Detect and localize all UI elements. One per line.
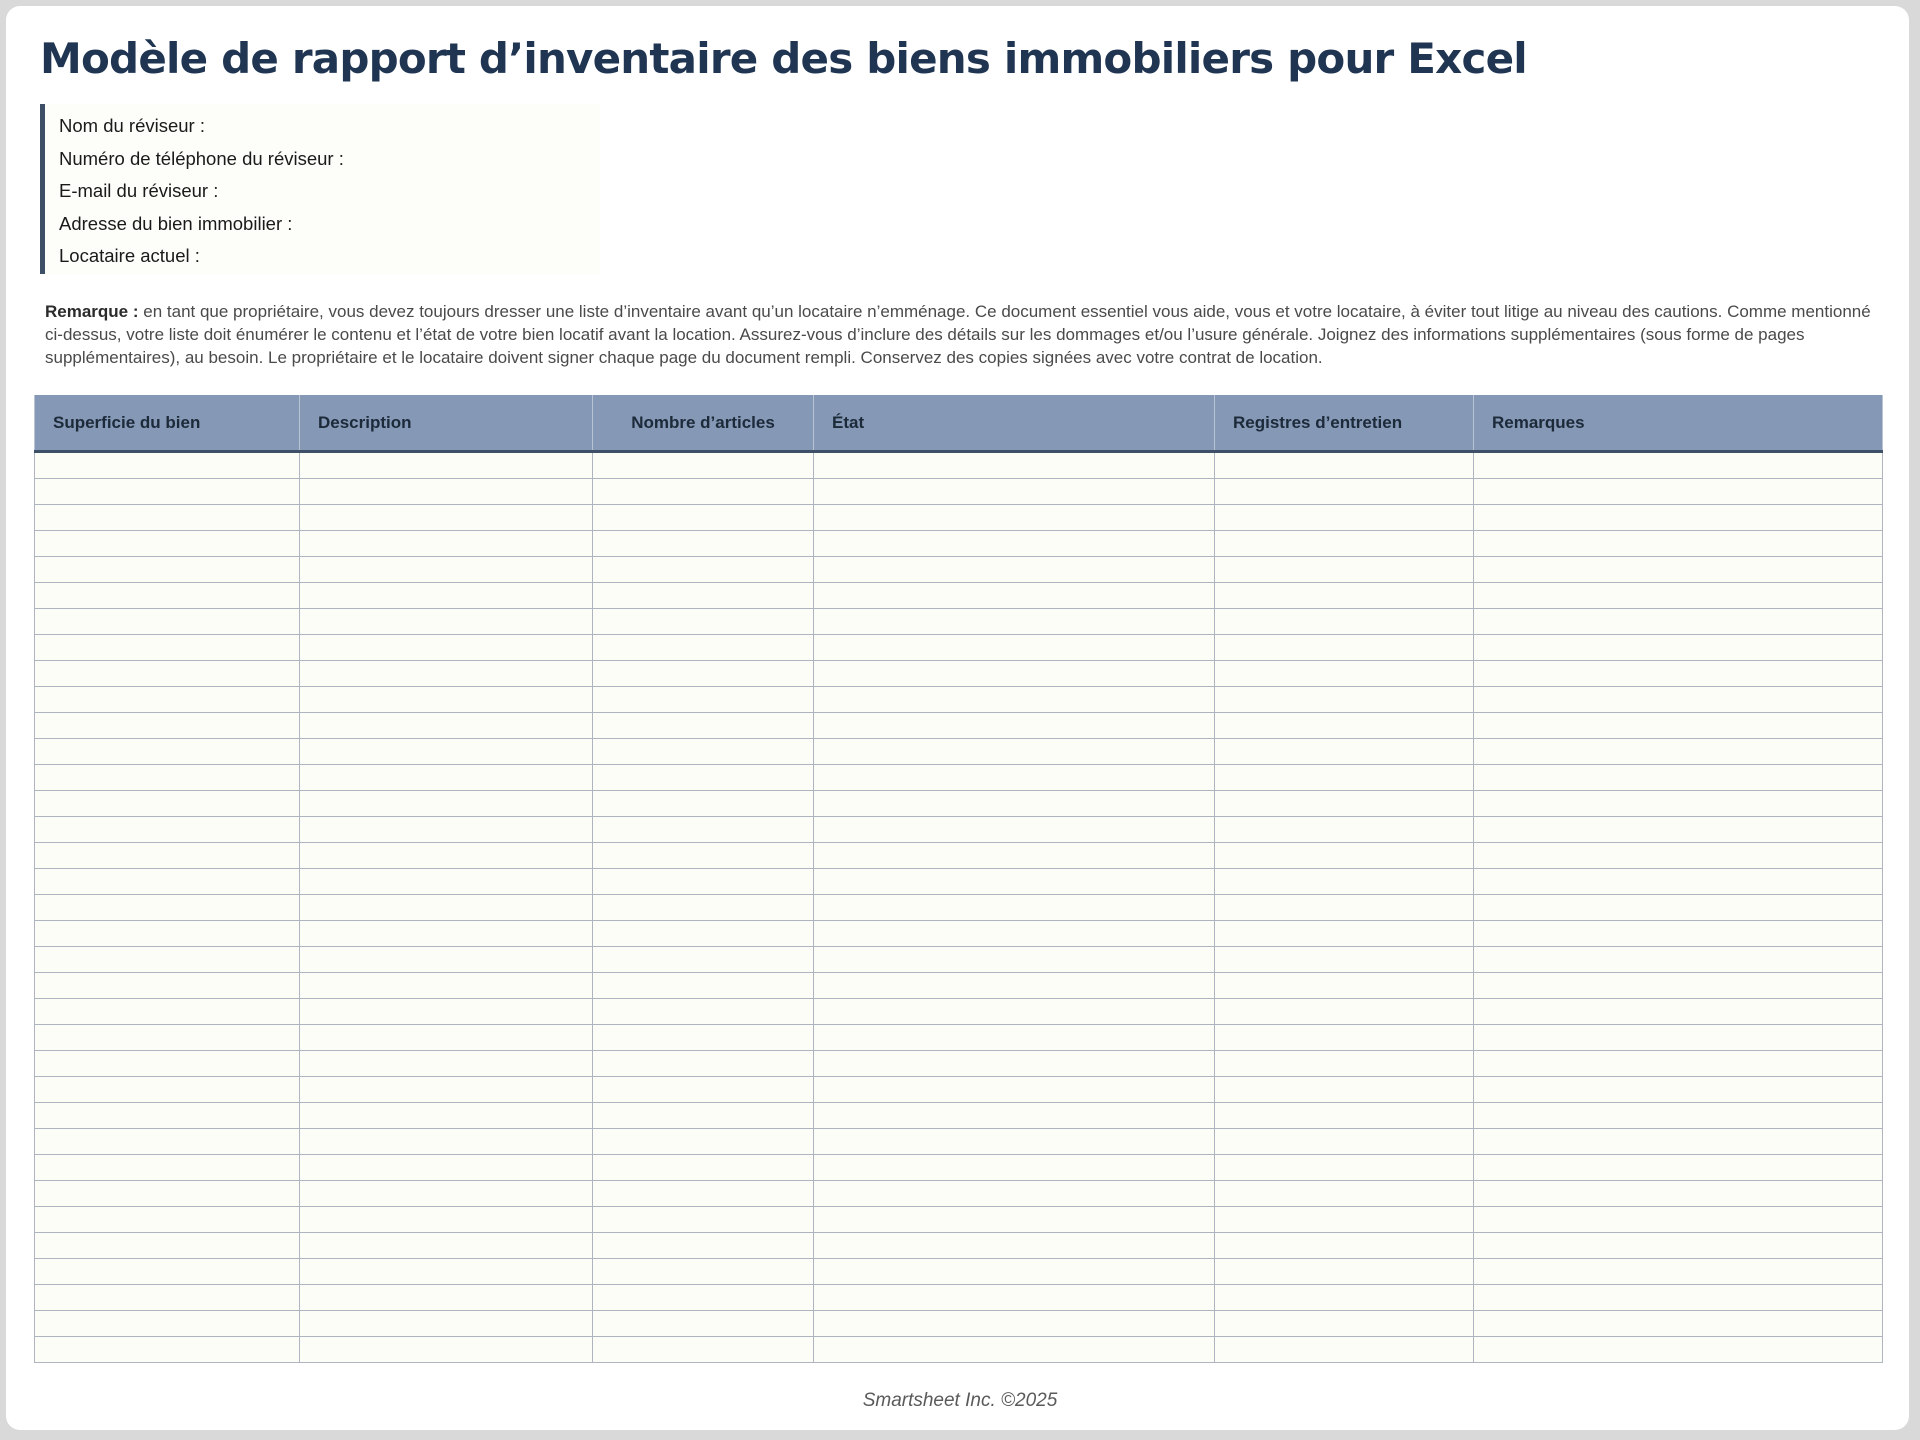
table-cell[interactable] (35, 531, 300, 557)
table-cell[interactable] (300, 687, 593, 713)
table-cell[interactable] (35, 1311, 300, 1337)
table-cell[interactable] (1474, 635, 1883, 661)
table-cell[interactable] (1215, 947, 1474, 973)
table-cell[interactable] (300, 973, 593, 999)
table-cell[interactable] (1215, 843, 1474, 869)
table-cell[interactable] (35, 765, 300, 791)
table-cell[interactable] (593, 739, 814, 765)
table-cell[interactable] (1215, 921, 1474, 947)
table-cell[interactable] (593, 1025, 814, 1051)
table-cell[interactable] (593, 1155, 814, 1181)
table-row (35, 1155, 1883, 1181)
table-cell[interactable] (300, 1155, 593, 1181)
reviewer-phone-field[interactable]: Numéro de téléphone du réviseur : (59, 147, 344, 169)
table-cell[interactable] (1474, 1155, 1883, 1181)
table-cell[interactable] (593, 947, 814, 973)
table-cell[interactable] (300, 817, 593, 843)
table-cell[interactable] (1215, 1233, 1474, 1259)
table-cell[interactable] (1474, 1103, 1883, 1129)
table-cell[interactable] (593, 635, 814, 661)
table-row (35, 817, 1883, 843)
table-cell[interactable] (1474, 869, 1883, 895)
table-cell[interactable] (814, 1155, 1215, 1181)
table-cell[interactable] (1474, 1337, 1883, 1363)
table-cell[interactable] (1474, 999, 1883, 1025)
table-row (35, 765, 1883, 791)
column-header-remarques[interactable]: Remarques (1474, 395, 1883, 452)
table-row (35, 1025, 1883, 1051)
table-cell[interactable] (300, 999, 593, 1025)
column-header-description[interactable]: Description (300, 395, 593, 452)
table-cell[interactable] (300, 479, 593, 505)
table-cell[interactable] (814, 1259, 1215, 1285)
inventory-table-body (35, 452, 1883, 1363)
table-row (35, 531, 1883, 557)
table-cell[interactable] (35, 1077, 300, 1103)
table-cell[interactable] (814, 1311, 1215, 1337)
table-row (35, 895, 1883, 921)
table-cell[interactable] (814, 1103, 1215, 1129)
table-row (35, 1129, 1883, 1155)
table-row (35, 1103, 1883, 1129)
table-row (35, 1051, 1883, 1077)
table-cell[interactable] (1474, 739, 1883, 765)
table-cell[interactable] (1474, 583, 1883, 609)
table-cell[interactable] (35, 895, 300, 921)
table-cell[interactable] (35, 452, 300, 479)
table-cell[interactable] (300, 1025, 593, 1051)
table-cell[interactable] (1215, 505, 1474, 531)
column-header-registres[interactable]: Registres d’entretien (1215, 395, 1474, 452)
table-cell[interactable] (1215, 1103, 1474, 1129)
table-cell[interactable] (35, 609, 300, 635)
table-cell[interactable] (1215, 999, 1474, 1025)
table-cell[interactable] (35, 1181, 300, 1207)
table-cell[interactable] (593, 1077, 814, 1103)
table-cell[interactable] (814, 635, 1215, 661)
note-label: Remarque : (45, 302, 139, 321)
table-cell[interactable] (300, 947, 593, 973)
table-cell[interactable] (1474, 1025, 1883, 1051)
table-cell[interactable] (1474, 765, 1883, 791)
table-cell[interactable] (300, 1077, 593, 1103)
table-cell[interactable] (35, 635, 300, 661)
table-row (35, 791, 1883, 817)
table-cell[interactable] (1474, 1233, 1883, 1259)
table-cell[interactable] (35, 505, 300, 531)
table-cell[interactable] (814, 452, 1215, 479)
table-cell[interactable] (593, 452, 814, 479)
table-cell[interactable] (35, 1051, 300, 1077)
table-cell[interactable] (814, 1285, 1215, 1311)
table-cell[interactable] (35, 713, 300, 739)
table-cell[interactable] (300, 921, 593, 947)
column-header-etat[interactable]: État (814, 395, 1215, 452)
table-cell[interactable] (814, 999, 1215, 1025)
table-row (35, 1077, 1883, 1103)
table-cell[interactable] (1474, 479, 1883, 505)
table-cell[interactable] (300, 452, 593, 479)
table-cell[interactable] (1474, 452, 1883, 479)
table-cell[interactable] (1215, 973, 1474, 999)
table-cell[interactable] (814, 765, 1215, 791)
table-cell[interactable] (593, 869, 814, 895)
table-row (35, 1285, 1883, 1311)
current-tenant-field[interactable]: Locataire actuel : (59, 245, 200, 266)
table-row (35, 635, 1883, 661)
page-title: Modèle de rapport d’inventaire des biens immobiliers pour Excel (40, 34, 1527, 83)
table-row (35, 1181, 1883, 1207)
table-cell[interactable] (1215, 452, 1474, 479)
table-cell[interactable] (300, 739, 593, 765)
table-cell[interactable] (1474, 713, 1883, 739)
table-cell[interactable] (593, 1337, 814, 1363)
table-cell[interactable] (35, 739, 300, 765)
table-cell[interactable] (1215, 765, 1474, 791)
table-cell[interactable] (1215, 791, 1474, 817)
table-cell[interactable] (1474, 1077, 1883, 1103)
table-cell[interactable] (1215, 1051, 1474, 1077)
table-row (35, 739, 1883, 765)
table-row (35, 843, 1883, 869)
table-cell[interactable] (300, 1233, 593, 1259)
table-cell[interactable] (593, 921, 814, 947)
table-cell[interactable] (814, 843, 1215, 869)
table-header-row (35, 395, 1883, 452)
table-cell[interactable] (300, 557, 593, 583)
table-cell[interactable] (1215, 713, 1474, 739)
table-cell[interactable] (593, 609, 814, 635)
table-cell[interactable] (35, 1259, 300, 1285)
table-cell[interactable] (35, 1155, 300, 1181)
table-cell[interactable] (1215, 1077, 1474, 1103)
reviewer-name-field[interactable]: Nom du réviseur : (59, 115, 205, 136)
table-cell[interactable] (593, 1051, 814, 1077)
table-cell[interactable] (300, 713, 593, 739)
table-cell[interactable] (593, 505, 814, 531)
table-cell[interactable] (814, 609, 1215, 635)
table-cell[interactable] (35, 869, 300, 895)
table-cell[interactable] (35, 817, 300, 843)
column-header-nombre-articles[interactable]: Nombre d’articles (593, 395, 814, 452)
table-cell[interactable] (1215, 609, 1474, 635)
table-row (35, 1207, 1883, 1233)
table-cell[interactable] (1215, 1155, 1474, 1181)
table-cell[interactable] (300, 791, 593, 817)
table-row (35, 921, 1883, 947)
property-address-field[interactable]: Adresse du bien immobilier : (59, 212, 293, 234)
table-cell[interactable] (593, 1207, 814, 1233)
table-cell[interactable] (35, 843, 300, 869)
table-row (35, 947, 1883, 973)
reviewer-info-block (40, 104, 600, 274)
table-cell[interactable] (300, 895, 593, 921)
note-paragraph (45, 300, 1890, 369)
table-cell[interactable] (300, 1337, 593, 1363)
table-cell[interactable] (593, 1259, 814, 1285)
table-cell[interactable] (814, 479, 1215, 505)
table-cell[interactable] (1474, 1181, 1883, 1207)
table-cell[interactable] (593, 661, 814, 687)
table-row (35, 973, 1883, 999)
table-cell[interactable] (814, 869, 1215, 895)
table-cell[interactable] (593, 583, 814, 609)
table-cell[interactable] (593, 557, 814, 583)
table-cell[interactable] (1215, 1337, 1474, 1363)
table-cell[interactable] (300, 843, 593, 869)
table-cell[interactable] (593, 1129, 814, 1155)
table-cell[interactable] (593, 817, 814, 843)
table-cell[interactable] (814, 1051, 1215, 1077)
table-cell[interactable] (35, 687, 300, 713)
table-cell[interactable] (814, 947, 1215, 973)
table-cell[interactable] (1474, 1259, 1883, 1285)
table-cell[interactable] (300, 609, 593, 635)
table-cell[interactable] (814, 1181, 1215, 1207)
table-cell[interactable] (593, 791, 814, 817)
table-row (35, 1311, 1883, 1337)
table-cell[interactable] (1215, 479, 1474, 505)
table-cell[interactable] (35, 921, 300, 947)
table-row (35, 1233, 1883, 1259)
table-cell[interactable] (593, 973, 814, 999)
footer-copyright: Smartsheet Inc. ©2025 (862, 1390, 1058, 1411)
table-row (35, 869, 1883, 895)
table-cell[interactable] (814, 1337, 1215, 1363)
table-cell[interactable] (1215, 557, 1474, 583)
table-cell[interactable] (1474, 1051, 1883, 1077)
table-row (35, 661, 1883, 687)
table-row (35, 1259, 1883, 1285)
table-cell[interactable] (300, 1207, 593, 1233)
table-cell[interactable] (1215, 895, 1474, 921)
table-cell[interactable] (300, 505, 593, 531)
table-cell[interactable] (35, 973, 300, 999)
table-cell[interactable] (1215, 1181, 1474, 1207)
table-cell[interactable] (1474, 1311, 1883, 1337)
table-cell[interactable] (1215, 635, 1474, 661)
table-cell[interactable] (1474, 505, 1883, 531)
table-cell[interactable] (300, 869, 593, 895)
table-cell[interactable] (814, 1207, 1215, 1233)
table-cell[interactable] (300, 583, 593, 609)
table-cell[interactable] (814, 1077, 1215, 1103)
table-cell[interactable] (1474, 895, 1883, 921)
table-cell[interactable] (593, 1285, 814, 1311)
table-cell[interactable] (593, 713, 814, 739)
reviewer-email-field[interactable]: E-mail du réviseur : (59, 180, 219, 201)
table-row (35, 452, 1883, 479)
table-cell[interactable] (1215, 869, 1474, 895)
table-row (35, 1337, 1883, 1363)
table-cell[interactable] (593, 531, 814, 557)
table-cell[interactable] (300, 531, 593, 557)
table-cell[interactable] (814, 921, 1215, 947)
table-cell[interactable] (1215, 1285, 1474, 1311)
table-cell[interactable] (1474, 661, 1883, 687)
table-cell[interactable] (1215, 687, 1474, 713)
table-cell[interactable] (35, 479, 300, 505)
table-cell[interactable] (1215, 1311, 1474, 1337)
table-cell[interactable] (593, 687, 814, 713)
table-cell[interactable] (1474, 973, 1883, 999)
table-cell[interactable] (300, 765, 593, 791)
table-cell[interactable] (1474, 687, 1883, 713)
table-cell[interactable] (1474, 947, 1883, 973)
table-cell[interactable] (593, 765, 814, 791)
table-cell[interactable] (35, 1285, 300, 1311)
table-cell[interactable] (35, 947, 300, 973)
table-cell[interactable] (814, 895, 1215, 921)
table-cell[interactable] (1215, 739, 1474, 765)
table-row (35, 505, 1883, 531)
column-header-superficie[interactable]: Superficie du bien (35, 395, 300, 452)
table-cell[interactable] (35, 583, 300, 609)
table-row (35, 713, 1883, 739)
table-cell[interactable] (300, 1181, 593, 1207)
table-cell[interactable] (1474, 817, 1883, 843)
table-cell[interactable] (814, 739, 1215, 765)
table-cell[interactable] (300, 1051, 593, 1077)
table-cell[interactable] (593, 1233, 814, 1259)
inventory-table (34, 395, 1883, 1363)
table-cell[interactable] (1215, 1129, 1474, 1155)
table-cell[interactable] (814, 505, 1215, 531)
table-cell[interactable] (300, 635, 593, 661)
table-cell[interactable] (35, 661, 300, 687)
table-cell[interactable] (1474, 531, 1883, 557)
table-cell[interactable] (814, 557, 1215, 583)
table-cell[interactable] (1474, 843, 1883, 869)
table-cell[interactable] (300, 1259, 593, 1285)
table-cell[interactable] (593, 843, 814, 869)
table-cell[interactable] (35, 1129, 300, 1155)
table-cell[interactable] (814, 1233, 1215, 1259)
table-cell[interactable] (1215, 531, 1474, 557)
table-cell[interactable] (1215, 661, 1474, 687)
table-cell[interactable] (814, 713, 1215, 739)
table-row (35, 999, 1883, 1025)
table-cell[interactable] (35, 1207, 300, 1233)
table-cell[interactable] (300, 1285, 593, 1311)
table-cell[interactable] (814, 973, 1215, 999)
table-cell[interactable] (814, 1129, 1215, 1155)
table-cell[interactable] (1474, 1207, 1883, 1233)
table-cell[interactable] (593, 999, 814, 1025)
table-cell[interactable] (300, 1129, 593, 1155)
table-cell[interactable] (593, 1311, 814, 1337)
table-cell[interactable] (35, 557, 300, 583)
table-cell[interactable] (1474, 791, 1883, 817)
table-cell[interactable] (593, 1181, 814, 1207)
table-cell[interactable] (1215, 583, 1474, 609)
table-cell[interactable] (814, 1025, 1215, 1051)
table-row (35, 479, 1883, 505)
table-cell[interactable] (1215, 1259, 1474, 1285)
table-cell[interactable] (593, 1103, 814, 1129)
table-cell[interactable] (300, 1311, 593, 1337)
table-cell[interactable] (593, 895, 814, 921)
note-text: en tant que propriétaire, vous devez toujours dresser une liste d’inventaire avant qu’un locataire n’emménage. Ce document essentiel vous aide, vous et votre locataire, à éviter tout litige au niveau des cautions. Comme mentionné ci-dessus, votre liste doit énumérer le contenu et l’état de votre bien locatif avant la location. Assurez-vous d’inclure des détails sur les dommages et/ou l’usure générale. Joignez des informations supplémentaires (sous forme de pages supplémentaires), au besoin. Le propriétaire et le locataire doivent signer chaque page du document rempli. Conservez des copies signées avec votre contrat de location. (45, 302, 1871, 367)
table-cell[interactable] (1215, 1025, 1474, 1051)
table-cell[interactable] (814, 687, 1215, 713)
table-cell[interactable] (1474, 921, 1883, 947)
table-row (35, 687, 1883, 713)
table-cell[interactable] (1215, 1207, 1474, 1233)
table-cell[interactable] (35, 1025, 300, 1051)
table-row (35, 557, 1883, 583)
table-cell[interactable] (35, 791, 300, 817)
table-cell[interactable] (300, 1103, 593, 1129)
table-cell[interactable] (35, 1233, 300, 1259)
table-cell[interactable] (1474, 557, 1883, 583)
table-cell[interactable] (35, 1103, 300, 1129)
table-cell[interactable] (814, 531, 1215, 557)
table-cell[interactable] (35, 1337, 300, 1363)
table-row (35, 583, 1883, 609)
table-cell[interactable] (593, 479, 814, 505)
table-cell[interactable] (814, 583, 1215, 609)
table-cell[interactable] (814, 661, 1215, 687)
table-cell[interactable] (1474, 1285, 1883, 1311)
table-cell[interactable] (300, 661, 593, 687)
table-cell[interactable] (35, 999, 300, 1025)
table-cell[interactable] (1474, 609, 1883, 635)
table-cell[interactable] (814, 791, 1215, 817)
table-cell[interactable] (1215, 817, 1474, 843)
table-cell[interactable] (814, 817, 1215, 843)
table-cell[interactable] (1474, 1129, 1883, 1155)
table-row (35, 609, 1883, 635)
